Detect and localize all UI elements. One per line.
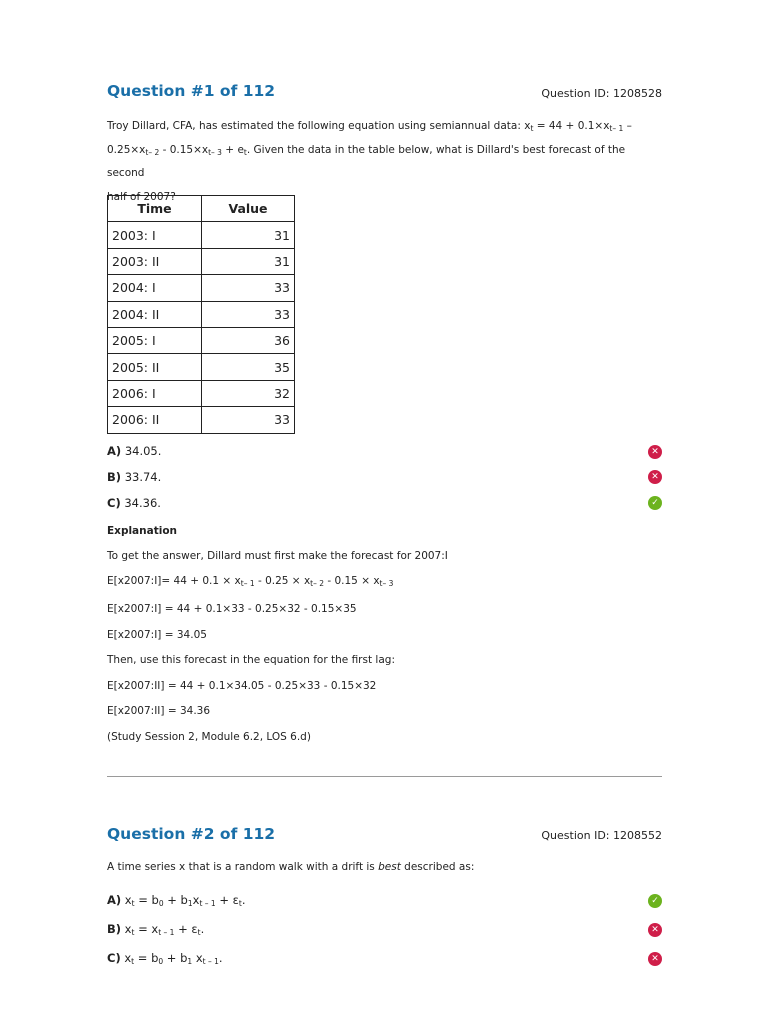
explanation-line: E[x2007:I] = 34.05 [107,629,207,641]
answer-option-c[interactable]: C) $x_t = b_0 + b_1$ $x_{t - 1}$. [107,951,223,966]
explanation-heading: Explanation [107,525,178,537]
table-cell-value: 36 [202,327,295,353]
question-2-title: Question #2 of 112 [107,825,276,843]
explanation-line: E[x2007:I] = 44 + 0.1×33 - 0.25×32 - 0.15×35 [107,603,357,615]
x-circle-icon: ✕ [648,470,662,484]
question-1-id: Question ID: 1208528 [541,87,662,100]
x-circle-icon: ✕ [648,445,662,459]
table-cell-time: 2006: I [108,380,202,406]
table-cell-time: 2005: I [108,327,202,353]
table-header-row [108,196,295,222]
table-cell-time: 2003: I [108,222,202,248]
x-circle-icon: ✕ [648,923,662,937]
question-1-title: Question #1 of 112 [107,82,276,100]
table-row [108,380,295,406]
table-cell-time: 2004: II [108,301,202,327]
table-row [108,327,295,353]
table-cell-value: 33 [202,275,295,301]
answer-option-a[interactable]: A) 34.05. [107,444,162,458]
table-header-value: Value [202,196,295,222]
table-cell-value: 33 [202,407,295,433]
explanation-formula: E[x2007:I]= $44 + 0.1 \times x_{t- 1} - 0.25 \times x_{t- 2} - 0.15 \times x_{t- 3}$ [107,575,394,588]
answer-option-b[interactable]: B) $x_t = x_{t - 1} + \varepsilon_t$. [107,922,205,937]
check-circle-icon: ✓ [648,894,662,908]
question-2-text: A time series x that is a random walk with a drift is best described as: [107,861,475,873]
table-cell-time: 2003: II [108,248,202,274]
table-row [108,248,295,274]
question-2-id: Question ID: 1208552 [541,829,662,842]
divider [107,776,662,777]
table-cell-time: 2006: II [108,407,202,433]
table-cell-value: 33 [202,301,295,327]
explanation-line: E[x2007:II] = 44 + 0.1×34.05 - 0.25×33 - 0.15×32 [107,680,377,692]
table-cell-value: 31 [202,248,295,274]
table-cell-time: 2005: II [108,354,202,380]
table-row [108,275,295,301]
table-row [108,222,295,248]
answer-option-a[interactable]: A) $x_t = b_0 + b_1x_{t - 1} + \varepsilon_t$. [107,893,246,908]
table-cell-value: 35 [202,354,295,380]
table-row [108,407,295,433]
table-cell-time: 2004: I [108,275,202,301]
check-circle-icon: ✓ [648,496,662,510]
explanation-line: E[x2007:II] = 34.36 [107,705,211,717]
answer-option-c[interactable]: C) 34.36. [107,496,161,510]
table-cell-value: 32 [202,380,295,406]
question-1-text: Troy Dillard, CFA, has estimated the following equation using semiannual data: $x_t = 44 + 0.1\times x_{t- 1}$ – $0.25\times x_{t- 2} - 0.15\times x_{t- 3} + e_t$. Given the data in the table below, what is Dillard's best forecast of the second half of 2007? [107,120,632,203]
table-row [108,354,295,380]
table-row [108,301,295,327]
study-reference: (Study Session 2, Module 6.2, LOS 6.d) [107,731,311,743]
answer-option-b[interactable]: B) 33.74. [107,470,162,484]
explanation-line: To get the answer, Dillard must first make the forecast for 2007:I [107,550,448,562]
explanation-line: Then, use this forecast in the equation for the first lag: [107,654,395,666]
table-header-time: Time [108,196,202,222]
table-cell-value: 31 [202,222,295,248]
x-circle-icon: ✕ [648,952,662,966]
data-table [107,195,295,434]
